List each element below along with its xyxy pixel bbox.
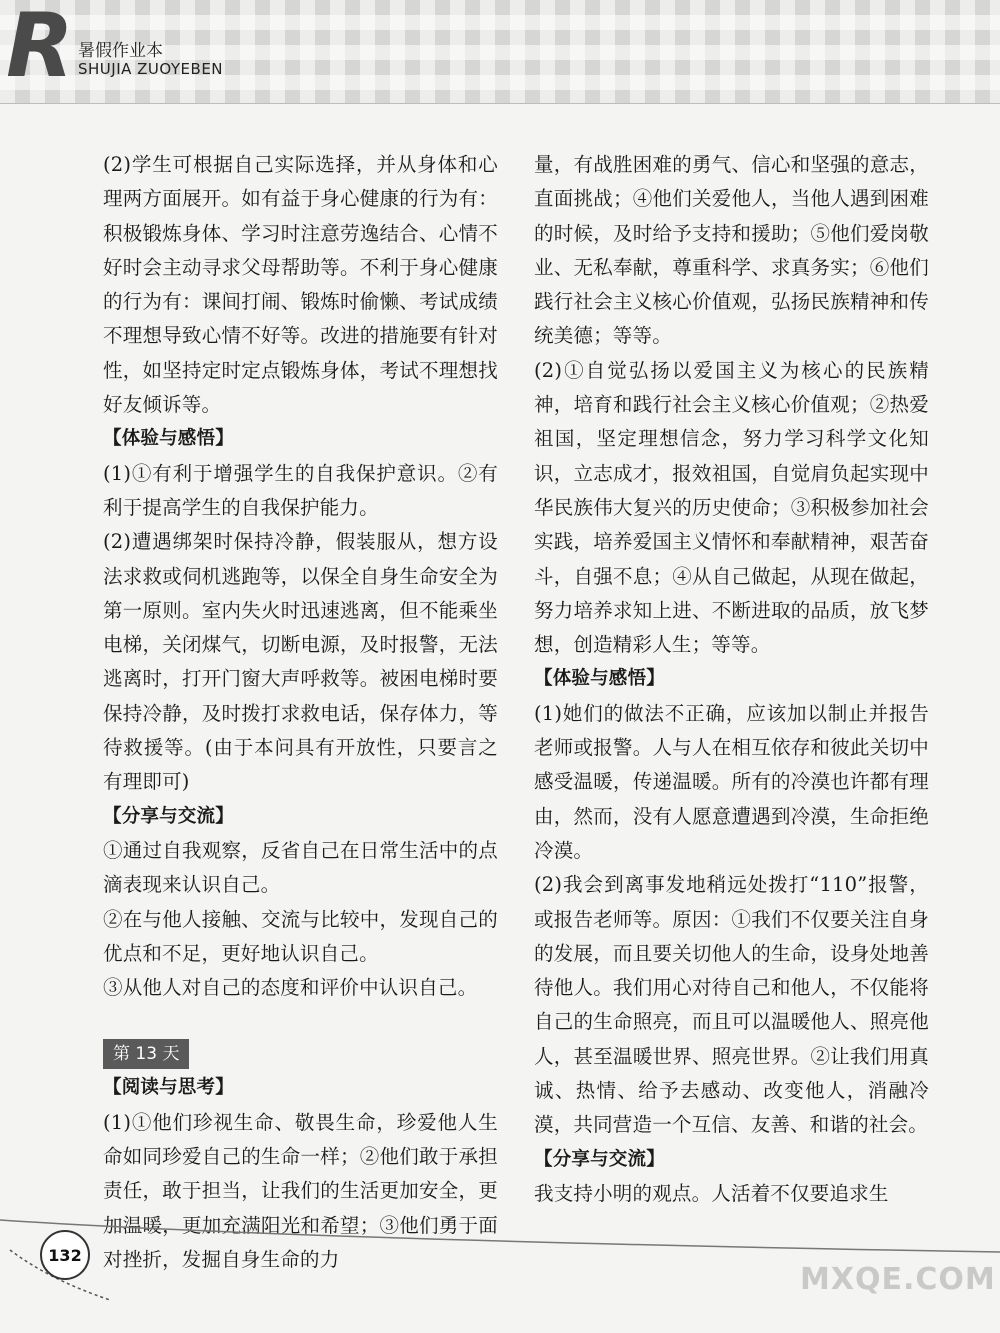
paragraph: (1)她们的做法不正确，应该加以制止并报告老师或报警。人与人在相互依存和彼此关切中感受温暖，传递温暖。所有的冷漠也许都有理由，然而，没有人愿意遭遇到冷漠，生命拒绝冷漠。 — [534, 701, 929, 862]
section-heading: 【分享与交流】 — [534, 1148, 665, 1170]
day-label: 第 13 天 — [103, 1039, 189, 1069]
paragraph: (1)①他们珍视生命、敬畏生命，珍爱他人生命如同珍爱自己的生命一样；②他们敢于承担责任，敢于担当，让我们的生活更加安全，更加温暖，更加充满阳光和希望；③他们勇于面对挫折，发掘自身生命的力 — [103, 1110, 498, 1271]
paragraph: ①通过自我观察，反省自己在日常生活中的点滴表现来认识自己。 — [103, 838, 498, 897]
section-heading: 【分享与交流】 — [103, 805, 234, 827]
paragraph: 我支持小明的观点。人活着不仅要追求生 — [534, 1181, 889, 1205]
paragraph: (2)①自觉弘扬以爱国主义为核心的民族精神，培育和践行社会主义核心价值观；②热爱祖国，坚定理想信念，努力学习科学文化知识，立志成才，报效祖国，自觉肩负起实现中华民族伟大复兴的历史使命；③积极参加社会实践，培养爱国主义情怀和奉献精神，艰苦奋斗，自强不息；④从自己做起，从现在做起，努力培养求知上进、不断进取的品质，放飞梦想，创造精彩人生；等等。 — [534, 358, 929, 657]
section-heading: 【体验与感悟】 — [534, 668, 665, 690]
left-column — [103, 148, 498, 1277]
header-banner — [0, 0, 1000, 104]
right-column — [534, 148, 929, 1211]
paragraph: (2)我会到离事发地稍远处拨打“110”报警，或报告老师等。原因：①我们不仅要关注自身的发展，而且要关切他人的生命，设身处地善待他人。我们用心对待自己和他人，不仅能将自己的生命照亮，而且可以温暖他人、照亮他人，甚至温暖世界、照亮世界。②让我们用真诚、热情、给予去感动、改变他人，消融冷漠，共同营造一个互信、友善、和谐的社会。 — [534, 873, 929, 1137]
paragraph: (2)遭遇绑架时保持冷静，假装服从，想方设法求救或伺机逃跑等，以保全自身生命安全为第一原则。室内失火时迅速逃离，但不能乘坐电梯，关闭煤气，切断电源，及时报警，无法逃离时，打开门窗大声呼救等。被困电梯时要保持冷静，及时拨打求救电话，保存体力，等待救援等。(由于本问具有开放性，只要言之有理即可) — [103, 530, 498, 794]
paragraph: 量，有战胜困难的勇气、信心和坚强的意志，直面挑战；④他们关爱他人，当他人遇到困难的时候，及时给予支持和援助；⑤他们爱岗敬业、无私奉献，尊重科学、求真务实；⑥他们践行社会主义核心价值观，弘扬民族精神和传统美德；等等。 — [534, 153, 929, 348]
book-subtitle: SHUJIA ZUOYEBEN — [78, 60, 224, 78]
section-heading: 【阅读与思考】 — [103, 1077, 234, 1099]
page-number: 132 — [40, 1230, 90, 1280]
watermark: MXQE.COM — [800, 1262, 996, 1297]
section-heading: 【体验与感悟】 — [103, 428, 234, 450]
book-title: 暑假作业本 — [78, 41, 163, 61]
paragraph: (2)学生可根据自己实际选择，并从身体和心理两方面展开。如有益于身心健康的行为有：积极锻炼身体、学习时注意劳逸结合、心情不好时会主动寻求父母帮助等。不利于身心健康的行为有：课间打闹、锻炼时偷懒、考试成绩不理想导致心情不好等。改进的措施要有针对性，如坚持定时定点锻炼身体，考试不理想找好友倾诉等。 — [103, 153, 498, 417]
paragraph: ③从他人对自己的态度和评价中认识自己。 — [103, 976, 478, 1000]
logo-r-mark: R — [6, 0, 74, 97]
paragraph: ②在与他人接触、交流与比较中，发现自己的优点和不足，更好地认识自己。 — [103, 907, 498, 965]
paragraph: (1)①有利于增强学生的自我保护意识。②有利于提高学生的自我保护能力。 — [103, 461, 498, 519]
